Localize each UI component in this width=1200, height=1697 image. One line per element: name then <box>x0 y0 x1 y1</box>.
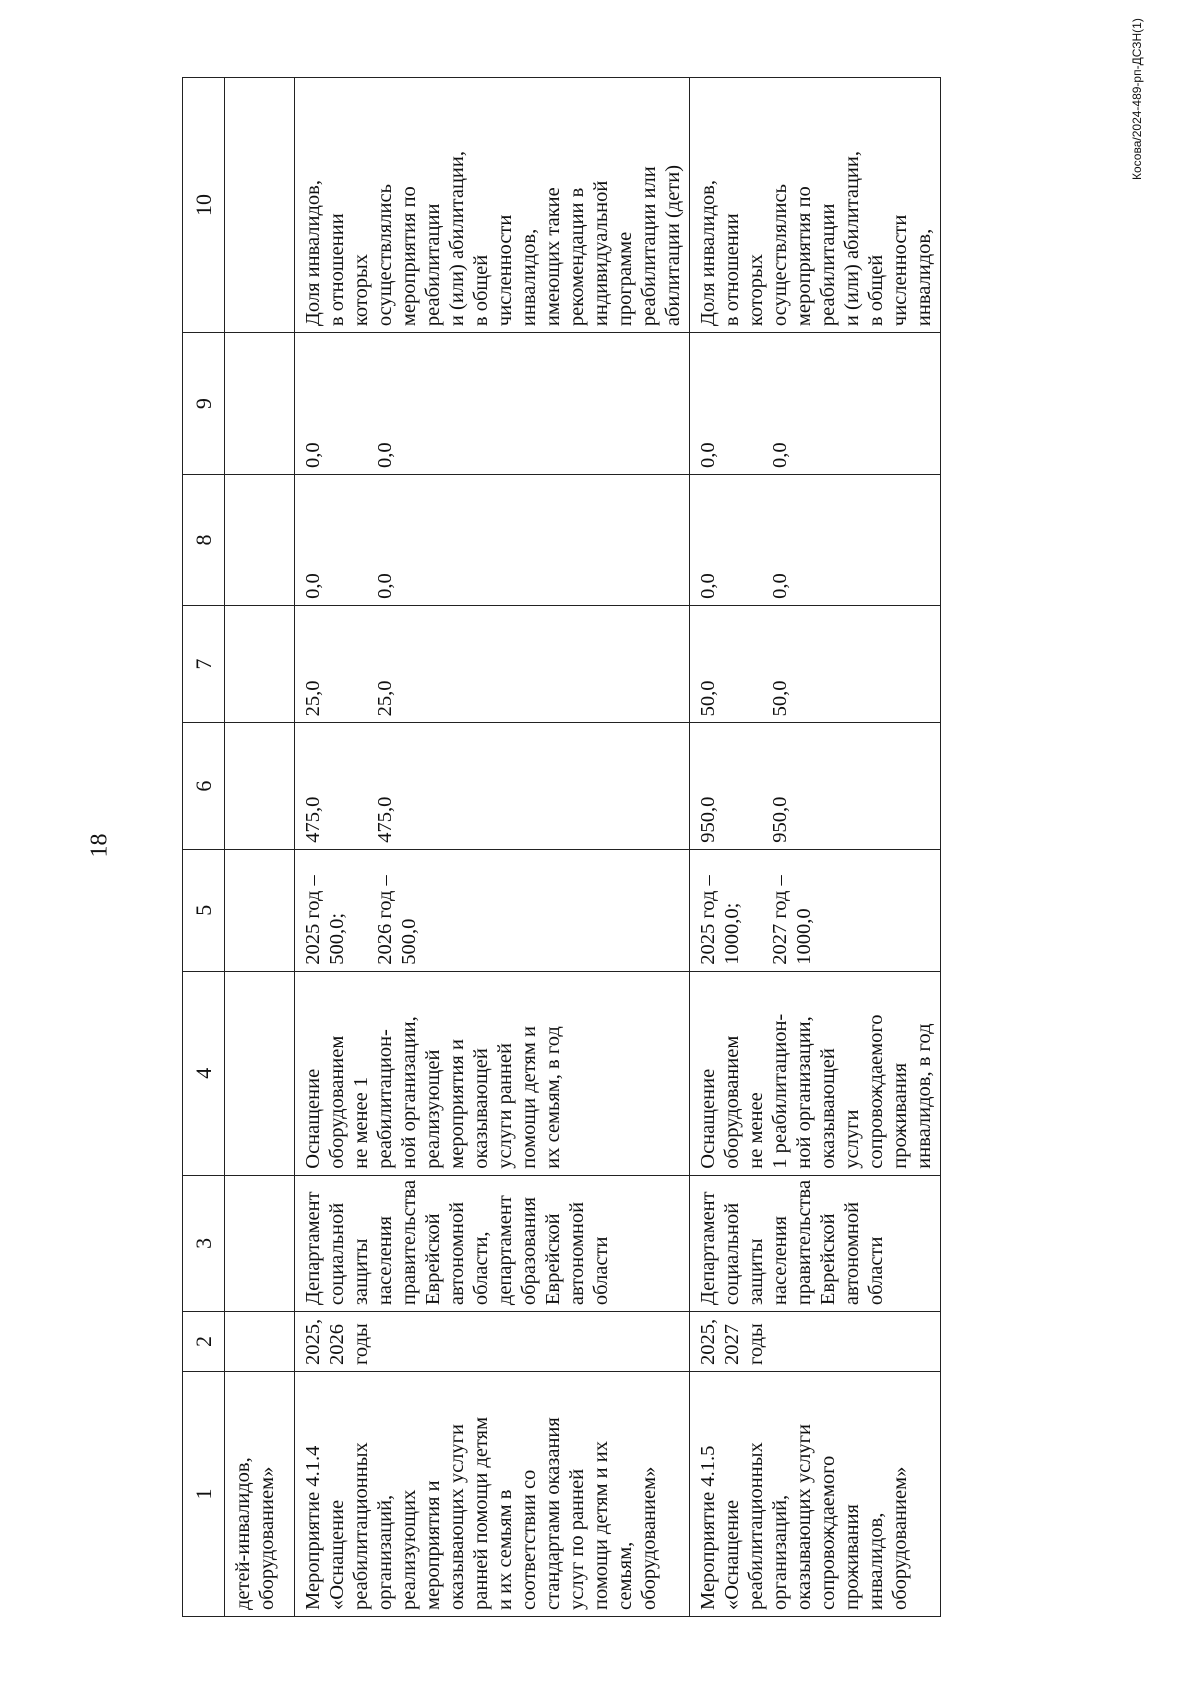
cell-text-line: 2025 год – <box>697 875 719 965</box>
cell-text-line: области <box>590 1236 612 1306</box>
line-spacer <box>325 612 349 717</box>
empty-cell <box>225 78 295 333</box>
empty-cell <box>225 971 295 1175</box>
measure-row-4-1-5 <box>690 78 941 1617</box>
line-spacer <box>349 612 373 717</box>
cell-text-line: Мероприятие 4.1.5 <box>697 1445 719 1610</box>
cell-text-line: детей-инвалидов, <box>232 1457 254 1610</box>
cell-text-line: 2027 <box>721 1323 743 1365</box>
column-number: 3 <box>183 1175 225 1311</box>
cell-text-line: 950,0 <box>697 796 719 843</box>
cell-text-line: реабилитацион- <box>374 1029 396 1169</box>
cell-text-line: индивидуальной <box>590 180 612 327</box>
funding-regional-cell <box>690 605 941 723</box>
period-cell <box>690 1312 941 1372</box>
cell-text-line: соответствии со <box>518 1469 540 1610</box>
cell-text-line: Еврейской <box>422 1213 444 1306</box>
cell-text-line: 500,0 <box>398 918 420 965</box>
cell-text-line: мероприятия и <box>422 1480 444 1610</box>
cell-text-line: населения <box>769 1215 791 1306</box>
cell-text-line: помощи детям и их <box>590 1441 612 1610</box>
cell-text-line: оборудованием <box>326 1035 348 1169</box>
cell-text-line: оборудованием <box>721 1035 743 1169</box>
column-number: 2 <box>183 1312 225 1372</box>
cell-text-line: инвалидов, <box>518 228 540 327</box>
cell-text-line: реализующих <box>398 1489 420 1610</box>
cell-text-line: инвалидов, <box>865 1512 887 1610</box>
cell-text-line: реабилитационных <box>745 1442 767 1610</box>
cell-text-line: 0,0 <box>697 442 719 469</box>
cell-text-line: которых <box>350 253 372 327</box>
column-number: 7 <box>183 605 225 723</box>
column-number: 1 <box>183 1371 225 1616</box>
line-spacer <box>325 729 349 842</box>
cell-text-line: 500,0; <box>326 912 348 965</box>
line-spacer <box>744 339 768 468</box>
result-cell <box>690 971 941 1175</box>
line-spacer <box>720 729 744 842</box>
empty-cell <box>225 1175 295 1311</box>
line-spacer <box>349 339 373 468</box>
cell-text-line: ной организации, <box>793 1016 815 1169</box>
cell-text-line: защиты <box>745 1238 767 1306</box>
funding-total-cell <box>295 849 690 971</box>
indicator-cell <box>690 78 941 333</box>
cell-text-line: в общей <box>865 254 887 327</box>
cell-text-line: оборудованием» <box>889 1466 911 1610</box>
cell-text-line: услуги ранней <box>494 1043 516 1169</box>
cell-text-line: 475,0 <box>374 796 396 843</box>
cell-text-line: 475,0 <box>302 796 324 843</box>
column-number: 10 <box>183 78 225 333</box>
measure-row-4-1-4 <box>295 78 690 1617</box>
cell-text-line: 0,0 <box>697 573 719 599</box>
cell-text-line: организаций, <box>769 1494 791 1610</box>
cell-text-line: оказывающих услуги <box>793 1423 815 1610</box>
cell-text-line: годы <box>745 1323 767 1365</box>
executor-cell <box>690 1175 941 1311</box>
cell-text-line: осуществлялись <box>374 184 396 327</box>
cell-text-line: Еврейской <box>542 1213 564 1306</box>
cell-text-line: населения <box>374 1215 396 1306</box>
cell-text-line: абилитации (дети) <box>662 164 684 327</box>
cell-text-line: сопровождаемого <box>865 1014 887 1169</box>
cell-text-line: оказывающей <box>817 1048 839 1169</box>
cell-text-line: 0,0 <box>302 442 324 469</box>
measure-name-cell <box>690 1371 941 1616</box>
cell-text-line: 2025, <box>697 1318 719 1365</box>
cell-text-line: Доля инвалидов, <box>302 180 324 327</box>
cell-text-line: Доля инвалидов, <box>697 180 719 327</box>
cell-text-line: осуществлялись <box>769 184 791 327</box>
funding-other-cell <box>690 333 941 475</box>
cell-text-line: инвалидов, <box>913 228 935 327</box>
cell-text-line: в общей <box>470 254 492 327</box>
cell-text-line: 1000,0; <box>721 902 743 965</box>
cell-text-line: которых <box>745 253 767 327</box>
empty-cell <box>225 475 295 606</box>
funding-federal-cell <box>690 723 941 849</box>
column-number-row <box>183 78 225 1617</box>
indicator-cell <box>295 78 690 333</box>
cell-text-line: численности <box>494 214 516 327</box>
cell-text-line: в отношении <box>326 213 348 327</box>
measure-name-cell <box>225 1371 295 1616</box>
cell-text-line: автономной <box>841 1201 863 1306</box>
cell-text-line: «Оснащение <box>326 1499 348 1610</box>
cell-text-line: 50,0 <box>769 680 791 717</box>
cell-text-line: годы <box>350 1323 372 1365</box>
period-cell <box>295 1312 690 1372</box>
cell-text-line: 2025, <box>302 1318 324 1365</box>
cell-text-line: и (или) абилитации, <box>446 151 468 327</box>
cell-text-line: реабилитационных <box>350 1442 372 1610</box>
result-cell <box>295 971 690 1175</box>
column-number: 5 <box>183 849 225 971</box>
cell-text-line: 950,0 <box>769 796 791 843</box>
cell-text-line: правительства <box>793 1179 815 1306</box>
cell-text-line: и (или) абилитации, <box>841 151 863 327</box>
cell-text-line: реабилитации или <box>638 166 660 327</box>
cell-text-line: социальной <box>721 1202 743 1306</box>
cell-text-line: автономной <box>446 1201 468 1306</box>
cell-text-line: 0,0 <box>374 442 396 469</box>
cell-text-line: численности <box>889 214 911 327</box>
line-spacer <box>744 612 768 717</box>
line-spacer <box>720 339 744 468</box>
cell-text-line: 0,0 <box>302 573 324 599</box>
cell-text-line: Оснащение <box>697 1068 719 1169</box>
cell-text-line: 2027 год – <box>769 875 791 965</box>
cell-text-line: правительства <box>398 1179 420 1306</box>
cell-text-line: услуг по ранней <box>566 1468 588 1610</box>
cell-text-line: реабилитации <box>422 203 444 327</box>
funding-federal-cell <box>295 723 690 849</box>
empty-cell <box>225 605 295 723</box>
cell-text-line: 25,0 <box>302 680 324 717</box>
line-spacer <box>744 856 768 965</box>
cell-text-line: проживания <box>889 1062 911 1169</box>
cell-text-line: социальной <box>326 1202 348 1306</box>
cell-text-line: ной организации, <box>398 1016 420 1169</box>
line-spacer <box>720 612 744 717</box>
cell-text-line: 0,0 <box>374 573 396 599</box>
cell-text-line: оказывающей <box>470 1048 492 1169</box>
cell-text-line: образования <box>518 1196 540 1306</box>
cell-text-line: и их семьям в <box>494 1489 516 1610</box>
empty-cell <box>225 723 295 849</box>
funding-other-cell <box>295 333 690 475</box>
column-number: 6 <box>183 723 225 849</box>
line-spacer <box>349 481 373 599</box>
cell-text-line: Департамент <box>697 1191 719 1306</box>
cell-text-line: в отношении <box>721 213 743 327</box>
cell-text-line: мероприятия и <box>446 1039 468 1169</box>
column-number: 4 <box>183 971 225 1175</box>
cell-text-line: программе <box>614 231 636 327</box>
cell-text-line: «Оснащение <box>721 1499 743 1610</box>
cell-text-line: не менее <box>745 1092 767 1169</box>
cell-text-line: 2026 <box>326 1323 348 1365</box>
cell-text-line: 2025 год – <box>302 875 324 965</box>
cell-text-line: помощи детям и <box>518 1026 540 1169</box>
cell-text-line: семьям, <box>614 1541 636 1610</box>
cell-text-line: 0,0 <box>769 442 791 469</box>
cell-text-line: 1 реабилитацион- <box>769 1013 791 1169</box>
cell-text-line: 25,0 <box>374 680 396 717</box>
column-number: 8 <box>183 475 225 606</box>
funding-regional-cell <box>295 605 690 723</box>
cell-text-line: Оснащение <box>302 1068 324 1169</box>
line-spacer <box>325 339 349 468</box>
cell-text-line: оборудованием» <box>256 1466 278 1610</box>
funding-local-cell <box>690 475 941 606</box>
line-spacer <box>325 481 349 599</box>
page-number: 18 <box>86 833 113 858</box>
cell-text-line: мероприятия по <box>398 186 420 327</box>
cell-text-line: Мероприятие 4.1.4 <box>302 1445 324 1610</box>
cell-text-line: Еврейской <box>817 1213 839 1306</box>
cell-text-line: сопровождаемого <box>817 1455 839 1610</box>
cell-text-line: услуги <box>841 1109 863 1169</box>
funding-local-cell <box>295 475 690 606</box>
cell-text-line: их семьям, в год <box>542 1026 564 1169</box>
cell-text-line: оказывающих услуги <box>446 1423 468 1610</box>
cell-text-line: организаций, <box>374 1494 396 1610</box>
cell-text-line: области <box>865 1236 887 1306</box>
cell-text-line: области, <box>470 1231 492 1306</box>
line-spacer <box>720 481 744 599</box>
empty-cell <box>225 849 295 971</box>
line-spacer <box>744 481 768 599</box>
line-spacer <box>349 729 373 842</box>
cell-text-line: 50,0 <box>697 680 719 717</box>
empty-cell <box>225 1312 295 1372</box>
cell-text-line: имеющих такие <box>542 187 564 327</box>
program-measures-table <box>182 77 941 1617</box>
document-code: Косова/2024-489-рп-ДСЗН(1) <box>1130 18 1144 180</box>
continuation-row <box>225 78 295 1617</box>
cell-text-line: инвалидов, в год <box>913 1023 935 1169</box>
line-spacer <box>744 729 768 842</box>
cell-text-line: реабилитации <box>817 203 839 327</box>
cell-text-line: Департамент <box>302 1191 324 1306</box>
cell-text-line: автономной <box>566 1201 588 1306</box>
funding-total-cell <box>690 849 941 971</box>
cell-text-line: проживания <box>841 1504 863 1610</box>
cell-text-line: защиты <box>350 1238 372 1306</box>
executor-cell <box>295 1175 690 1311</box>
column-number: 9 <box>183 333 225 475</box>
cell-text-line: оборудованием» <box>638 1466 660 1610</box>
cell-text-line: мероприятия по <box>793 186 815 327</box>
cell-text-line: стандартами оказания <box>542 1417 564 1610</box>
cell-text-line: не менее 1 <box>350 1076 372 1169</box>
cell-text-line: 1000,0 <box>793 908 815 965</box>
cell-text-line: ранней помощи детям <box>470 1416 492 1610</box>
cell-text-line: 2026 год – <box>374 875 396 965</box>
cell-text-line: рекомендации в <box>566 187 588 327</box>
cell-text-line: 0,0 <box>769 573 791 599</box>
cell-text-line: реализующей <box>422 1049 444 1169</box>
table-container <box>182 77 935 1617</box>
cell-text-line: департамент <box>494 1195 516 1306</box>
measure-name-cell <box>295 1371 690 1616</box>
empty-cell <box>225 333 295 475</box>
line-spacer <box>349 856 373 965</box>
